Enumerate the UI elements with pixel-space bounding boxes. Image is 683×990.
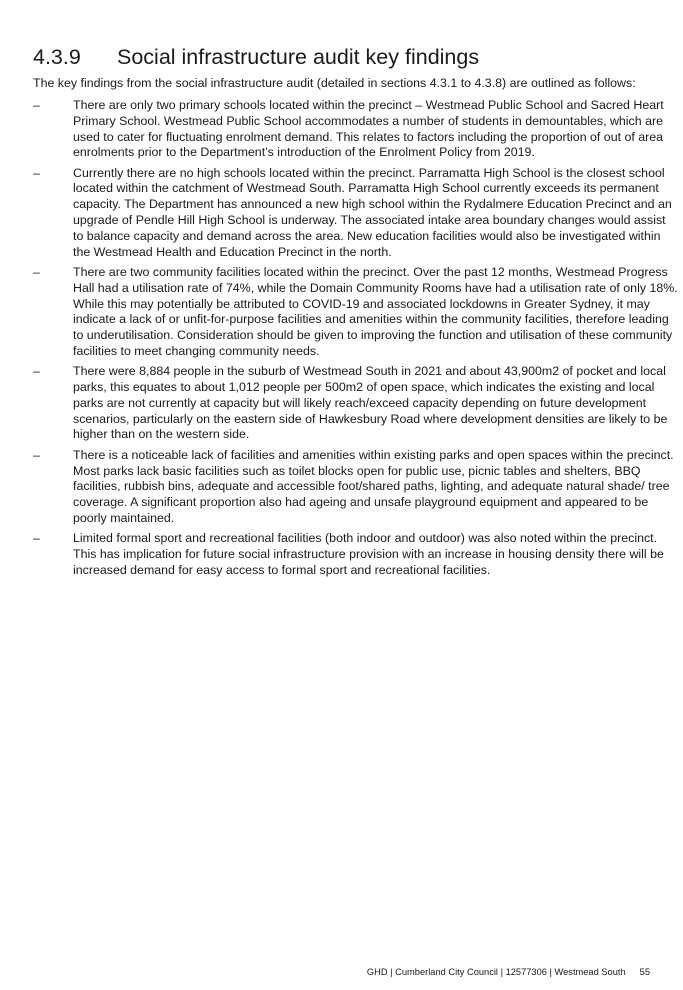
intro-paragraph: The key findings from the social infrastructure audit (detailed in sections 4.3.1 to 4.3.8) are outlined as follows: <box>33 76 636 90</box>
section-number: 4.3.9 <box>33 45 81 69</box>
list-item <box>33 98 678 161</box>
bullet-dash: – <box>33 98 40 112</box>
section-heading <box>33 43 479 71</box>
footer-text: GHD | Cumberland City Council | 12577306 | Westmead South <box>366 967 626 977</box>
bullet-dash: – <box>33 364 40 379</box>
list-item <box>33 531 678 578</box>
finding-text: There is a noticeable lack of facilities and amenities within existing parks and open spaces within the precinct. Most parks lack basic facilities such as toilet blocks open for public use, picnic tables and shelters, BBQ facilities, rubbish bins, adequate and accessible foot/shared paths, lighting, and adequate natural shade/ tree coverage. A significant proportion also had ageing and unsafe playground equipment and appeared to be poorly maintained. <box>73 447 674 525</box>
bullet-dash: – <box>33 264 40 279</box>
findings-list <box>33 98 678 583</box>
list-item <box>33 364 678 443</box>
finding-text: There are two community facilities located within the precinct. Over the past 12 months, Westmead Progress Hall had a utilisation rate of 74%, while the Domain Community Rooms have had a utilisation rate of only 18%. While this may potentially be attributed to COVID-19 and associated lockdowns in Greater Sydney, it may indicate a lack of or unfit-for-purpose facilities and amenities within the community facilities, therefore leading to underutilisation. Consideration should be given to improving the function and utilisation of these community facilities to meet changing community needs. <box>73 264 678 358</box>
list-item <box>33 448 678 527</box>
bullet-dash: – <box>33 531 40 546</box>
page-footer <box>367 966 650 978</box>
section-title: Social infrastructure audit key findings <box>117 45 480 69</box>
finding-text: Limited formal sport and recreational facilities (both indoor and outdoor) was also noted within the precinct. This has implication for future social infrastructure provision with an increase in housing density there will be increased demand for easy access to formal sport and recreational facilities. <box>73 531 664 577</box>
list-item <box>33 265 678 360</box>
bullet-dash: – <box>33 165 40 180</box>
finding-text: Currently there are no high schools located within the precinct. Parramatta High School is the closest school located within the catchment of Westmead South. Parramatta High School currently exceeds its permanent capacity. The Department has announced a new high school within the Rydalmere Education Precinct and an upgrade of Pendle Hill High School is underway. The associated intake area boundary changes would assist to balance capacity and demand across the area. New education facilities would also be investigated within the Westmead Health and Education Precinct in the north. <box>73 165 672 259</box>
list-item <box>33 166 678 261</box>
finding-text: There are only two primary schools located within the precinct – Westmead Public School and Sacred Heart Primary School. Westmead Public School accommodates a number of students in demountables, which are used to cater for fluctuating enrolment demand. This relates to factors including the proportion of out of area enrolments prior to the Department’s introduction of the Enrolment Policy from 2019. <box>73 98 664 160</box>
bullet-dash: – <box>33 447 40 462</box>
page-number: 55 <box>639 967 650 977</box>
finding-text: There were 8,884 people in the suburb of Westmead South in 2021 and about 43,900m2 of pocket and local parks, this equates to about 1,012 people per 500m2 of open space, which indicates the existing and local parks are not currently at capacity but will likely reach/exceed capacity depending on future development scenarios, particularly on the eastern side of Hawkesbury Road where development densities are likely to be higher than on the western side. <box>73 364 668 442</box>
